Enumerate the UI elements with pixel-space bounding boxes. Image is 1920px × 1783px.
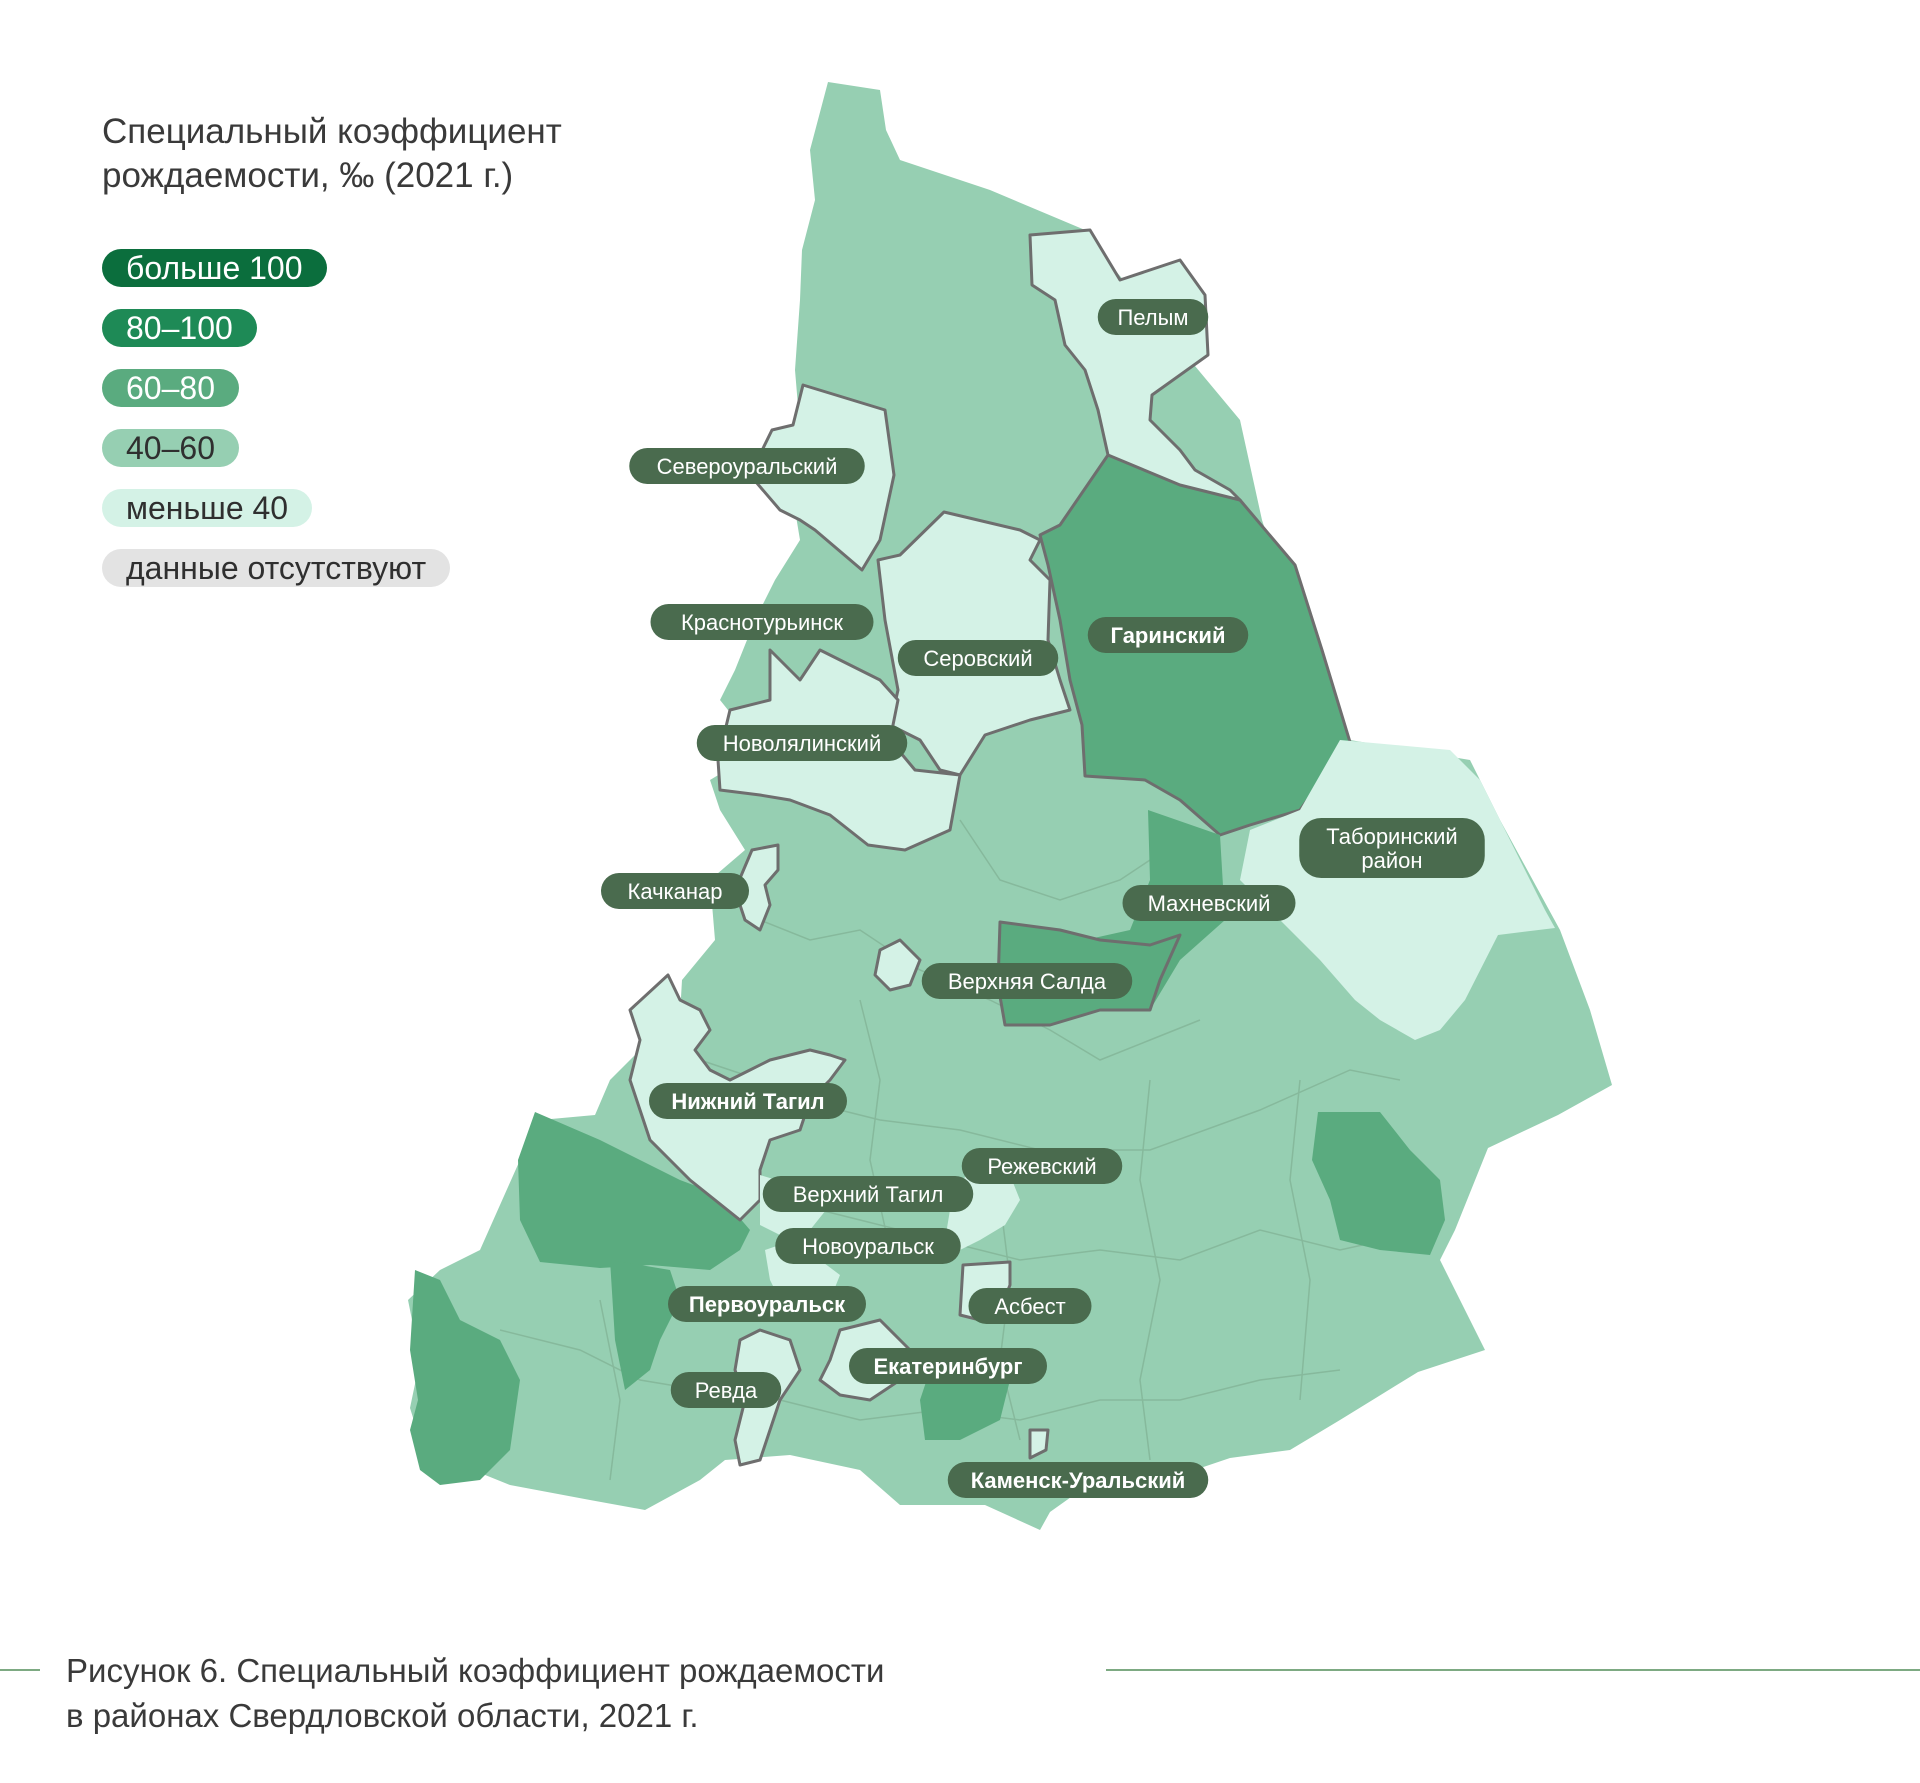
map-label-3 xyxy=(898,640,1059,676)
map-label-text: Пелым xyxy=(1117,305,1189,330)
map-label-7 xyxy=(601,873,749,909)
map-label-text: Качканар xyxy=(627,879,723,904)
map-label-12 xyxy=(763,1176,974,1212)
map-label-text: Североуральский xyxy=(656,454,838,479)
map-label-8 xyxy=(1123,885,1296,921)
caption-rule-left xyxy=(0,1669,40,1671)
map-label-text: Гаринский xyxy=(1110,623,1226,648)
map-label-text: Первоуральск xyxy=(688,1292,846,1317)
map-label-18 xyxy=(948,1462,1209,1498)
map-label-text: Асбест xyxy=(994,1294,1066,1319)
map-label-text: Махневский xyxy=(1147,891,1271,916)
map-label-16 xyxy=(849,1348,1047,1384)
legend-item-no-data: данные отсутствуют xyxy=(102,549,450,587)
legend-item-40-60: 40–60 xyxy=(102,429,239,467)
map-label-11 xyxy=(962,1148,1123,1184)
map-label-text: Нижний Тагил xyxy=(671,1089,825,1114)
map-label-text: Таборинский xyxy=(1326,824,1458,849)
map-label-text: район xyxy=(1361,848,1423,873)
caption-rule-right xyxy=(1106,1669,1920,1671)
map-label-15 xyxy=(969,1288,1092,1324)
legend-item-under-40: меньше 40 xyxy=(102,489,312,527)
map-label-17 xyxy=(671,1372,782,1408)
map-label-text: Серовский xyxy=(923,646,1033,671)
map-label-2 xyxy=(651,604,874,640)
map-label-14 xyxy=(668,1286,866,1322)
map-label-text: Краснотурьинск xyxy=(680,610,844,635)
map-label-0 xyxy=(1098,299,1209,335)
map-label-text: Каменск-Уральский xyxy=(970,1468,1186,1493)
map-label-1 xyxy=(629,448,865,484)
map-label-9 xyxy=(922,963,1133,999)
map-label-text: Екатеринбург xyxy=(873,1354,1023,1379)
legend-title: Специальный коэффициент рождаемости, ‰ (2021 г.) xyxy=(102,112,562,195)
map-label-text: Верхний Тагил xyxy=(792,1182,944,1207)
map-label-10 xyxy=(649,1083,847,1119)
map-label-6 xyxy=(1299,818,1485,878)
map-label-13 xyxy=(775,1228,961,1264)
map-label-text: Режевский xyxy=(987,1154,1097,1179)
map-label-text: Верхняя Салда xyxy=(947,969,1107,994)
map-label-4 xyxy=(1088,617,1249,653)
map-label-text: Новолялинский xyxy=(722,731,882,756)
map-label-5 xyxy=(697,725,908,761)
map-label-text: Ревда xyxy=(694,1378,758,1403)
map-label-text: Новоуральск xyxy=(802,1234,934,1259)
figure-caption: Рисунок 6. Специальный коэффициент рождаемости в районах Свердловской области, 2021 г. xyxy=(66,1652,885,1734)
legend-item-80-100: 80–100 xyxy=(102,309,257,347)
legend-item-over-100: больше 100 xyxy=(102,249,327,287)
legend-item-60-80: 60–80 xyxy=(102,369,239,407)
